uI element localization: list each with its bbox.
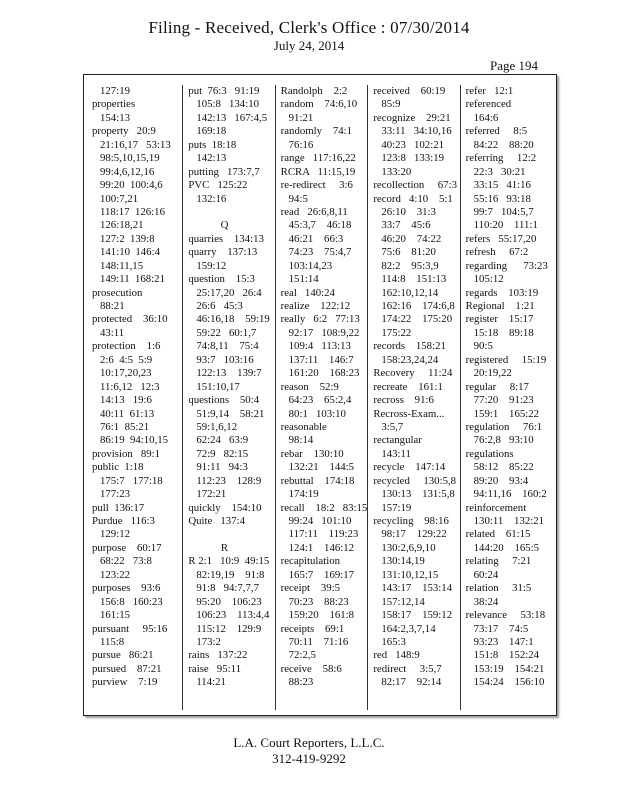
index-entry: really 6:2 77:13 [280, 313, 360, 326]
index-entry: reinforcement [465, 501, 527, 514]
index-entry-continuation: 131:10,12,15 [381, 568, 439, 581]
index-entry: read 26:6,8,11 [280, 205, 348, 218]
index-entry-continuation: 165:7 169:17 [288, 568, 355, 581]
index-entry: question 15:3 [188, 273, 255, 286]
index-entry: put 76:3 91:19 [188, 85, 260, 97]
index-entry-continuation: 25:17,20 26:4 [196, 286, 262, 299]
index-entry: Quite 137:4 [188, 515, 245, 527]
index-entry-continuation: 91:21 [288, 111, 314, 124]
index-entry-continuation: 46:21 66:3 [288, 232, 344, 245]
index-entry: referred 8:5 [465, 125, 528, 138]
index-entry: register 15:17 [465, 313, 534, 326]
index-entry-continuation: 124:1 146:12 [288, 541, 355, 554]
index-entry-continuation: 174:22 175:20 [381, 313, 453, 326]
index-entry-continuation: 94:11,16 160:2 [473, 488, 547, 501]
index-entry: regarding 73:23 [465, 259, 548, 272]
index-entry-continuation: 40:23 102:21 [381, 138, 444, 151]
index-entry: Recross-Exam... [373, 407, 445, 420]
index-entry: Recovery 11:24 [373, 367, 453, 380]
index-column-3 [275, 85, 368, 710]
index-entry-continuation: 70:23 88:23 [288, 595, 349, 608]
index-entry-continuation: 59:1,6,12 [196, 420, 238, 433]
index-entry: purview 7:19 [92, 676, 158, 689]
index-entry-continuation: 93:23 147:1 [473, 635, 534, 648]
index-entry: property 20:9 [92, 125, 156, 138]
index-entry-continuation: 14:13 19:6 [100, 394, 152, 407]
index-entry-continuation: 84:22 88:20 [473, 138, 534, 151]
index-entry: redirect 3:5,7 [373, 662, 442, 675]
index-entry-continuation: 114:8 151:13 [381, 273, 447, 286]
section-letter: Q [220, 219, 229, 232]
index-entry-continuation: 11:6,12 12:3 [100, 380, 160, 393]
index-entry-continuation: 75:6 81:20 [381, 246, 436, 259]
index-entry-continuation: 157:12,14 [381, 595, 425, 608]
index-entry-continuation: 26:10 31:3 [381, 205, 436, 218]
index-entry-continuation: 165:3 [381, 635, 406, 648]
index-entry: recycling 98:16 [373, 515, 449, 527]
index-entry-continuation: 115:12 129:9 [196, 622, 262, 635]
index-entry: recross 91:6 [373, 394, 434, 407]
index-entry-continuation: 130:11 132:21 [473, 515, 545, 527]
index-entry: rains 137:22 [188, 649, 248, 662]
index-entry: rectangular [373, 434, 422, 447]
index-entry-continuation: 158:17 159:12 [381, 609, 453, 622]
index-entry-continuation: 173:2 [196, 635, 221, 648]
index-entry-continuation: 144:20 165:5 [473, 541, 540, 554]
index-entry: prosecution [92, 286, 143, 299]
index-entry-continuation: 161:15 [100, 609, 130, 622]
index-entry: recollection 67:3 [373, 179, 457, 192]
index-entry-continuation: 22:3 30:21 [473, 165, 526, 178]
index-entry-continuation: 123:22 [100, 568, 130, 581]
index-entry-continuation: 130:2,6,9,10 [381, 541, 436, 554]
index-entry-continuation: 143:11 [381, 447, 411, 460]
index-entry-continuation: 177:23 [100, 488, 130, 501]
index-entry: relation 31:5 [465, 582, 532, 595]
section-letter: R [220, 541, 229, 554]
index-entry-continuation: 76:16 [288, 138, 314, 151]
index-entry-continuation: 85:9 [381, 98, 401, 111]
index-entry: rebuttal 174:18 [280, 474, 355, 487]
index-entry-continuation: 109:4 113:13 [288, 340, 351, 353]
index-entry-continuation: 112:23 128:9 [196, 474, 262, 487]
index-entry-continuation: 72:2,5 [288, 649, 316, 662]
index-entry-continuation: 91:8 94:7,7,7 [196, 582, 259, 595]
index-entry-continuation: 129:12 [100, 528, 130, 541]
index-entry: regulation 76:1 [465, 420, 543, 433]
index-entry-continuation: 38:24 [473, 595, 499, 608]
index-entry-continuation: 154:24 156:10 [473, 676, 545, 689]
filing-stamp: Filing - Received, Clerk's Office : 07/30/2014 [148, 18, 470, 37]
index-entry-continuation: 172:21 [196, 488, 227, 501]
index-entry-continuation: 3:5,7 [381, 420, 404, 433]
index-entry: pursue 86:21 [92, 649, 154, 662]
index-entry-continuation: 161:20 168:23 [288, 367, 360, 380]
index-entry-continuation: 92:17 108:9,22 [288, 326, 360, 339]
index-entry-continuation: 88:23 [288, 676, 314, 689]
index-entry: refer 12:1 [465, 85, 514, 97]
index-entry: related 61:15 [465, 528, 531, 541]
index-entry: rebar 130:10 [280, 447, 344, 460]
index-entry: received 60:19 [373, 85, 446, 97]
index-entry-continuation: 26:6 45:3 [196, 300, 243, 312]
index-entry-continuation: 15:18 89:18 [473, 326, 534, 339]
index-entry-continuation: 156:8 160:23 [100, 595, 163, 608]
index-entry-continuation: 51:9,14 58:21 [196, 407, 265, 420]
index-entry: record 4:10 5:1 [373, 192, 453, 205]
index-entry: recycled 130:5,8 [373, 474, 457, 487]
index-entry: pursuant 95:16 [92, 622, 168, 635]
index-entry-continuation: 154:13 [100, 111, 130, 124]
index-entry: PVC 125:22 [188, 179, 248, 192]
index-entry: provision 89:1 [92, 447, 161, 460]
index-entry-continuation: 88:21 [100, 300, 125, 312]
index-entry-continuation: 86:19 94:10,15 [100, 434, 169, 447]
index-entry-continuation: 105:8 134:10 [196, 98, 259, 111]
index-entry: receipt 39:5 [280, 582, 341, 595]
index-entry-continuation: 43:11 [100, 326, 125, 339]
index-entry: re-redirect 3:6 [280, 179, 353, 192]
index-entry-continuation: 76:1 85:21 [100, 420, 150, 433]
index-entry: random 74:6,10 [280, 98, 358, 111]
index-entry-continuation: 80:1 103:10 [288, 407, 346, 420]
index-column-2 [182, 85, 274, 710]
index-entry: pursued 87:21 [92, 662, 162, 675]
index-entry-continuation: 133:20 [381, 165, 412, 178]
index-entry-continuation: 106:23 113:4,4 [196, 609, 270, 622]
index-entry-continuation: 132:16 [196, 192, 227, 205]
index-entry-continuation: 33:11 34:10,16 [381, 125, 452, 138]
index-entry-continuation: 21:16,17 53:13 [100, 138, 171, 151]
index-entry-continuation: 60:24 [473, 568, 499, 581]
reporter-company: L.A. Court Reporters, L.L.C. [233, 735, 385, 750]
index-entry-continuation: 82:19,19 91:8 [196, 568, 265, 581]
index-entry: recreate 161:1 [373, 380, 443, 393]
index-entry-continuation: 137:11 146:7 [288, 353, 354, 366]
index-entry-continuation: 33:7 45:6 [381, 219, 431, 232]
index-page-frame [83, 74, 557, 716]
index-entry: refers 55:17,20 [465, 232, 537, 245]
page-number: Page 194 [489, 58, 538, 73]
index-entry-continuation: 100:7,21 [100, 192, 139, 205]
index-entry-continuation: 130:13 131:5,8 [381, 488, 455, 501]
index-entry: Regional 1:21 [465, 300, 535, 312]
index-entry: properties [92, 98, 136, 111]
index-entry: records 158:21 [373, 340, 446, 353]
index-entry: public 1:18 [92, 461, 144, 474]
index-entry-continuation: 94:5 [288, 192, 308, 205]
index-entry: quarry 137:13 [188, 246, 258, 259]
index-entry-continuation: 162:16 174:6,8 [381, 300, 455, 312]
index-entry-continuation: 151:10,17 [196, 380, 240, 393]
index-entry: range 117:16,22 [280, 152, 356, 165]
index-entry-continuation: 99:7 104:5,7 [473, 205, 534, 218]
index-entry: purpose 60:17 [92, 541, 162, 554]
index-entry-continuation: 126:18,21 [100, 219, 144, 232]
index-entry: refresh 67:2 [465, 246, 529, 259]
index-entry-continuation: 73:17 74:5 [473, 622, 529, 635]
index-entry-continuation: 142:13 [196, 152, 227, 165]
index-entry-continuation: 89:20 93:4 [473, 474, 529, 487]
index-entry [188, 528, 274, 541]
reporter-phone: 312-419-9292 [272, 751, 346, 766]
index-entry: RCRA 11:15,19 [280, 165, 356, 178]
index-entry-continuation: 93:7 103:16 [196, 353, 254, 366]
index-entry-continuation: 130:14,19 [381, 555, 425, 568]
index-entry-continuation: 99:20 100:4,6 [100, 179, 163, 192]
index-entry: receive 58:6 [280, 662, 342, 675]
index-entry-continuation: 105:12 [473, 273, 504, 286]
index-entry-continuation: 46:20 74:22 [381, 232, 442, 245]
index-entry-continuation: 45:3,7 46:18 [288, 219, 352, 232]
index-entry: Purdue 116:3 [92, 515, 155, 527]
index-entry: recognize 29:21 [373, 111, 451, 124]
document-date: July 24, 2014 [273, 38, 345, 53]
index-entry: reasonable [280, 420, 327, 433]
index-entry: regular 8:17 [465, 380, 529, 393]
index-entry-continuation: 141:10 146:4 [100, 246, 160, 259]
index-entry-continuation: 159:20 161:8 [288, 609, 355, 622]
index-entry: randomly 74:1 [280, 125, 353, 138]
index-entry-continuation: 55:16 93:18 [473, 192, 531, 205]
index-entry-continuation: 68:22 73:8 [100, 555, 152, 568]
index-entry: pull 136:17 [92, 501, 145, 514]
index-entry-continuation: 72:9 82:15 [196, 447, 249, 460]
index-entry-continuation: 99:24 101:10 [288, 515, 352, 527]
index-entry: real 140:24 [280, 286, 335, 299]
index-entry-continuation: 169:18 [196, 125, 227, 138]
index-column-4 [367, 85, 459, 710]
index-entry-continuation: 149:11 168:21 [100, 273, 165, 286]
index-entry: R 2:1 10:9 49:15 [188, 555, 270, 568]
index-entry-continuation: 40:11 61:13 [100, 407, 155, 420]
index-entry: quarries 134:13 [188, 232, 264, 245]
index-entry-continuation: 159:1 165:22 [473, 407, 540, 420]
index-entry-continuation: 103:14,23 [288, 259, 333, 272]
index-entry-continuation: 115:8 [100, 635, 125, 648]
index-entry-continuation: 123:8 133:19 [381, 152, 444, 165]
index-entry: puts 18:18 [188, 138, 237, 151]
index-entry-continuation: 62:24 63:9 [196, 434, 249, 447]
index-entry-continuation: 132:21 144:5 [288, 461, 355, 474]
index-entry-continuation: 33:15 41:16 [473, 179, 531, 192]
index-entry-continuation: 151:8 152:24 [473, 649, 540, 662]
index-entry-continuation: 74:23 75:4,7 [288, 246, 352, 259]
index-entry: receipts 69:1 [280, 622, 345, 635]
index-entry: reason 52:9 [280, 380, 339, 393]
index-entry-continuation: 164:2,3,7,14 [381, 622, 436, 635]
index-entry: referring 12:2 [465, 152, 537, 165]
index-entry: protection 1:6 [92, 340, 161, 353]
index-entry-continuation: 157:19 [381, 501, 412, 514]
index-columns [90, 85, 552, 710]
index-entry-continuation: 74:8,11 75:4 [196, 340, 259, 353]
index-entry-continuation: 175:22 [381, 326, 412, 339]
index-entry: recall 18:2 83:15 [280, 501, 368, 514]
index-entry-continuation: 90:5 [473, 340, 493, 353]
index-entry-continuation: 98:17 129:22 [381, 528, 447, 541]
index-entry-continuation: 127:19 [100, 85, 130, 97]
index-entry-continuation: 98:5,10,15,19 [100, 152, 160, 165]
index-entry-continuation: 151:14 [288, 273, 319, 286]
index-entry-continuation: 143:17 153:14 [381, 582, 453, 595]
index-entry-continuation: 10:17,20,23 [100, 367, 152, 380]
index-entry-continuation: 175:7 177:18 [100, 474, 163, 487]
index-entry-continuation: 159:12 [196, 259, 227, 272]
index-entry: registered 15:19 [465, 353, 547, 366]
index-entry-continuation: 2:6 4:5 5:9 [100, 353, 153, 366]
index-entry-continuation: 98:14 [288, 434, 314, 447]
index-entry-continuation: 99:4,6,12,16 [100, 165, 155, 178]
index-entry-continuation: 46:16,18 59:19 [196, 313, 270, 326]
index-entry-continuation: 127:2 139:8 [100, 232, 155, 245]
index-entry-continuation: 76:2,8 93:10 [473, 434, 534, 447]
index-entry: questions 50:4 [188, 394, 260, 407]
index-entry: protected 36:10 [92, 313, 168, 326]
index-entry: Randolph 2:2 [280, 85, 348, 97]
index-entry-continuation: 82:2 95:3,9 [381, 259, 439, 272]
index-entry [188, 206, 274, 219]
index-entry: referenced [465, 98, 512, 111]
index-entry-continuation: 158:23,24,24 [381, 353, 439, 366]
index-entry-continuation: 110:20 111:1 [473, 219, 538, 232]
index-entry-continuation: 64:23 65:2,4 [288, 394, 352, 407]
index-entry-continuation: 95:20 106:23 [196, 595, 262, 608]
index-entry-continuation: 118:17 126:16 [100, 205, 165, 218]
index-entry-continuation: 162:10,12,14 [381, 286, 439, 299]
index-entry: purposes 93:6 [92, 582, 161, 595]
index-entry-continuation: 82:17 92:14 [381, 676, 442, 689]
index-entry-continuation: 58:12 85:22 [473, 461, 534, 474]
index-entry: putting 173:7,7 [188, 165, 260, 178]
index-entry: realize 122:12 [280, 300, 351, 312]
index-entry-continuation: 122:13 139:7 [196, 367, 262, 380]
index-entry-continuation: 142:13 167:4,5 [196, 111, 268, 124]
index-entry: relevance 53:18 [465, 609, 546, 622]
index-entry-continuation: 174:19 [288, 488, 319, 501]
index-entry-continuation: 77:20 91:23 [473, 394, 534, 407]
index-entry-continuation: 117:11 119:23 [288, 528, 359, 541]
index-entry-continuation: 164:6 [473, 111, 499, 124]
index-entry-continuation: 148:11,15 [100, 259, 144, 272]
index-entry-continuation: 91:11 94:3 [196, 461, 248, 474]
index-entry: quickly 154:10 [188, 501, 262, 514]
index-entry-continuation: 70:11 71:16 [288, 635, 349, 648]
index-entry: recycle 147:14 [373, 461, 446, 474]
index-entry: recapitulation [280, 555, 341, 568]
index-entry-continuation: 20:19,22 [473, 367, 512, 380]
index-entry: relating 7:21 [465, 555, 532, 568]
index-entry-continuation: 153:19 154:21 [473, 662, 545, 675]
index-entry: regulations [465, 447, 514, 460]
index-column-1 [90, 85, 182, 710]
index-entry: raise 95:11 [188, 662, 241, 675]
index-entry: regards 103:19 [465, 286, 539, 299]
index-entry-continuation: 59:22 60:1,7 [196, 326, 257, 339]
index-column-5 [460, 85, 552, 710]
index-entry: red 148:9 [373, 649, 420, 662]
index-entry-continuation: 114:21 [196, 676, 226, 689]
